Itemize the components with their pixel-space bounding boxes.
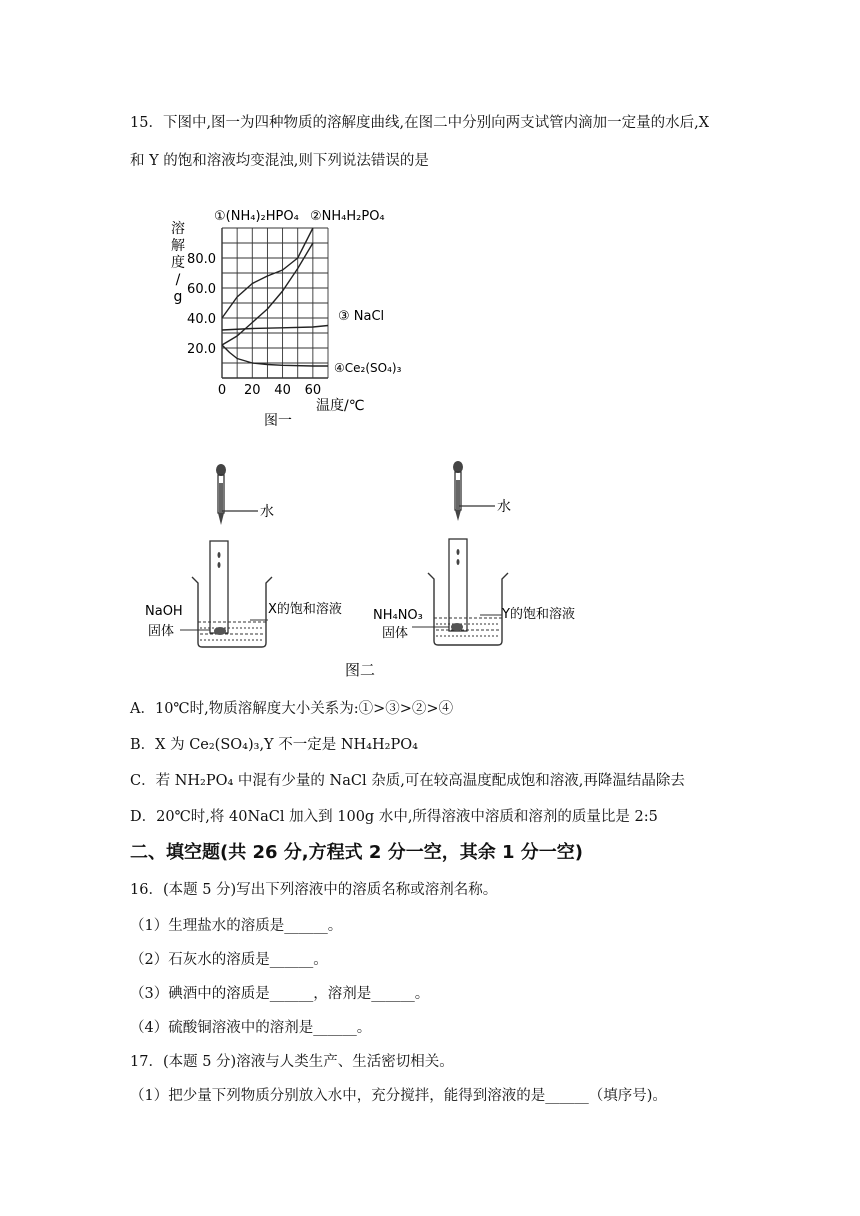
series-label-2: ②NH₄H₂PO₄ bbox=[310, 209, 385, 224]
water-label-right: 水 bbox=[497, 499, 511, 515]
series-line-3 bbox=[222, 326, 328, 331]
x-tick-label: 0 bbox=[217, 383, 227, 398]
option-d: D．20℃时,将 40NaCl 加入到 100g 水中,所得溶液中溶质和溶剂的质量比是 2:5 bbox=[130, 809, 658, 825]
y-tick-label: 20.0 bbox=[187, 342, 216, 357]
solid-label-right: 固体 bbox=[382, 626, 409, 641]
series-label-1: ①(NH₄)₂HPO₄ bbox=[214, 209, 299, 224]
chart-ylabel: 溶解度/ g bbox=[171, 221, 185, 305]
water-label-left: 水 bbox=[260, 504, 274, 520]
section-2-title: 二、填空题(共 26 分,方程式 2 分一空，其余 1 分一空) bbox=[130, 842, 583, 863]
series-label-4: ④Ce₂(SO₄)₃ bbox=[334, 361, 402, 375]
y-solution-label: Y的饱和溶液 bbox=[502, 607, 575, 622]
question-16-stem: 16．(本题 5 分)写出下列溶液中的溶质名称或溶剂名称。 bbox=[130, 882, 498, 898]
solubility-chart bbox=[160, 198, 440, 438]
question-15-line-1: 15．下图中,图一为四种物质的溶解度曲线,在图二中分别向两支试管内滴加一定量的水后,X bbox=[130, 115, 710, 131]
naoh-label: NaOH bbox=[145, 604, 183, 619]
nh4no3-label: NH₄NO₃ bbox=[373, 608, 423, 623]
question-16-part-2: （2）石灰水的溶质是______。 bbox=[130, 952, 328, 968]
option-b: B．X 为 Ce₂(SO₄)₃,Y 不一定是 NH₄H₂PO₄ bbox=[130, 737, 418, 753]
x-tick-label: 20 bbox=[244, 383, 261, 398]
question-15-line-2: 和 Y 的饱和溶液均变混浊,则下列说法错误的是 bbox=[130, 153, 429, 169]
x-tick-label: 60 bbox=[304, 383, 322, 398]
beaker-left-icon bbox=[192, 541, 272, 647]
x-solution-label: X的饱和溶液 bbox=[268, 602, 342, 617]
figure-1-caption: 图一 bbox=[264, 413, 292, 429]
question-16-part-4: （4）硫酸铜溶液中的溶剂是______。 bbox=[130, 1020, 372, 1036]
dropper-left-icon bbox=[216, 464, 226, 525]
series-label-3: ③ NaCl bbox=[338, 309, 385, 324]
beaker-right-icon bbox=[428, 539, 508, 645]
dropper-right-icon bbox=[453, 461, 463, 521]
experiment-figure bbox=[140, 455, 610, 685]
question-16-part-1: （1）生理盐水的溶质是______。 bbox=[130, 918, 343, 934]
option-a: A．10℃时,物质溶解度大小关系为:①>③>②>④ bbox=[130, 701, 454, 717]
solid-label-left: 固体 bbox=[148, 624, 175, 639]
chart-xlabel: 温度/℃ bbox=[316, 398, 365, 414]
y-tick-label: 40.0 bbox=[187, 312, 216, 327]
y-tick-label: 80.0 bbox=[187, 252, 216, 267]
question-17-stem: 17．(本题 5 分)溶液与人类生产、生活密切相关。 bbox=[130, 1054, 454, 1070]
question-16-part-3: （3）碘酒中的溶质是______，溶剂是______。 bbox=[130, 986, 430, 1002]
figure-2-caption: 图二 bbox=[345, 661, 376, 679]
x-tick-label: 40 bbox=[274, 383, 291, 398]
question-17-part-1: （1）把少量下列物质分别放入水中，充分搅拌，能得到溶液的是______（填序号)。 bbox=[130, 1088, 667, 1104]
y-tick-label: 60.0 bbox=[187, 282, 216, 297]
option-c: C．若 NH₂PO₄ 中混有少量的 NaCl 杂质,可在较高温度配成饱和溶液,再降温结晶除去 bbox=[130, 773, 685, 789]
